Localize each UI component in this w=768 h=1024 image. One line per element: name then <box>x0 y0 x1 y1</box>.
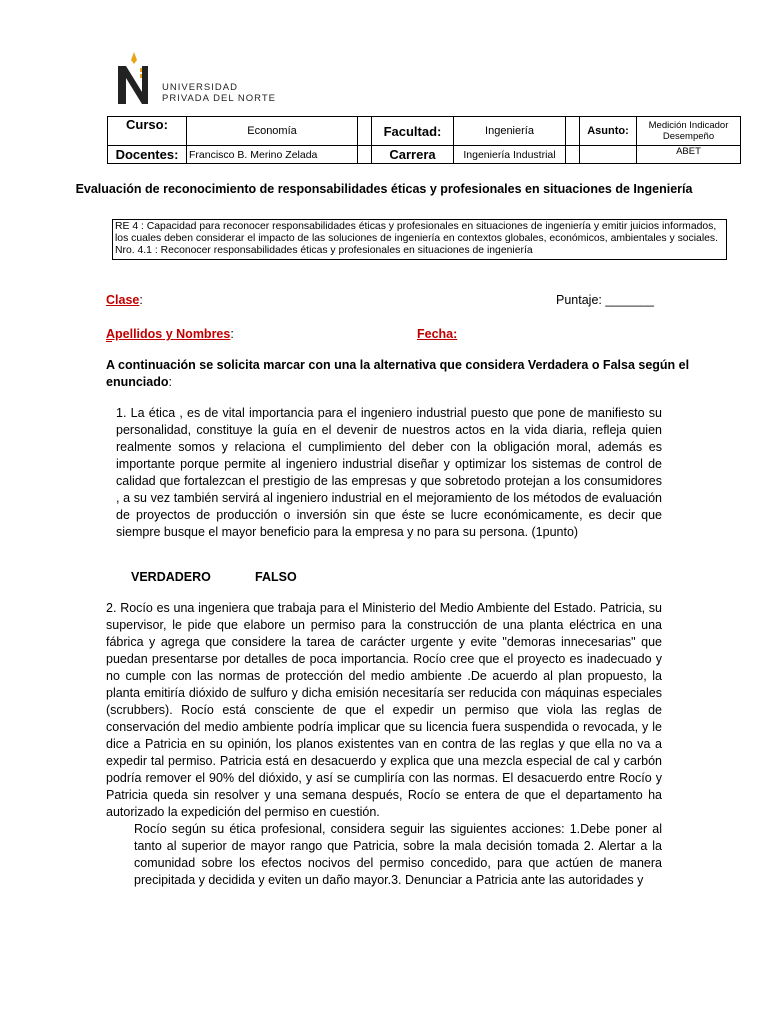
upn-logo-icon <box>116 52 156 106</box>
fecha-field[interactable]: Fecha: <box>417 327 458 341</box>
blank-cell <box>580 146 637 164</box>
question-paragraph <box>106 600 662 821</box>
header-table <box>107 116 741 164</box>
question-2 <box>106 600 662 889</box>
option-falso[interactable]: FALSO <box>255 570 297 584</box>
apellidos-field: Apellidos y Nombres: <box>106 327 234 341</box>
university-logo <box>116 52 276 106</box>
carrera-label: Carrera <box>372 146 454 164</box>
question-number: 1. <box>116 406 127 420</box>
competency-text: RE 4 : Capacidad para reconocer responsabilidades éticas y profesionales en situaciones de ingeniería y emitir juicios informados, los cuales deben considerar el impacto de las soluciones de ingeniería en contextos globales, económicos, ambientales y sociales. <box>115 221 719 245</box>
question-text: Rocío es una ingeniera que trabaja para el Ministerio del Medio Ambiente del Estado. Patricia, su supervisor, le pide que elabore un permiso para la construcción de una planta eléctrica en una fábrica y agrega que considere la tarea de carácter urgente y evite "demoras innecesarias" que puedan presentarse por detalles de poca importancia. Rocío cree que el proyecto es inadecuado y no cumple con las normas de protección del medio ambiente .De acuerdo al plan propuesto, la planta emitiría dióxido de sulfuro y dicha emisión necesitaría ser reducida con máquinas especiales (scrubbers). Rocío está consciente de que el expedir un permiso que viola las reglas de conservación del medio ambiente podría implicar que su licencia fuera suspendida o revocada, y le dice a Patricia en su opinión, los planos existentes van en contra de las reglas y que ella no va a expedir tal permiso. Patricia está en desacuerdo y explica que una mezcla especial de cal y carbón podría remover el 90% del dióxido, y así se cumpliría con las normas. El desacuerdo entre Rocío y Patricia queda sin resolver y una semana después, Rocío se entera de que el departamento ha autorizado la expedición del permiso en cuestión. <box>106 601 662 819</box>
apellidos-label: Apellidos y Nombres <box>106 327 231 341</box>
asunto-value: Medición Indicador Desempeño <box>637 117 741 146</box>
logo-line-1: UNIVERSIDAD <box>162 82 238 93</box>
option-verdadero[interactable]: VERDADERO <box>131 570 211 584</box>
clase-label: Clase <box>106 293 140 307</box>
facultad-value: Ingeniería <box>454 117 566 146</box>
asunto-label: Asunto: <box>580 117 637 146</box>
curso-value: Economía <box>187 117 358 146</box>
docentes-label: Docentes: <box>108 146 187 164</box>
logo-text <box>162 82 276 104</box>
docentes-value: Francisco B. Merino Zelada <box>187 146 358 164</box>
logo-line-2: PRIVADA DEL NORTE <box>162 93 276 104</box>
blank-cell <box>358 146 372 164</box>
underline-mark <box>106 341 112 342</box>
page-title: Evaluación de reconocimiento de responsabilidades éticas y profesionales en situaciones de Ingeniería <box>75 182 693 196</box>
blank-cell <box>358 117 372 146</box>
abet-label: ABET <box>637 146 741 164</box>
curso-label: Curso: <box>108 117 187 146</box>
competency-box <box>112 219 727 260</box>
question-text: La ética , es de vital importancia para el ingeniero industrial puesto que pone de manifiesto su personalidad, constituye la guía en el devenir de nuestros actos en la vida diaria, refleja quien realmente somos y relaciona el cumplimiento del deber con la obligación moral, además es importante porque permite al ingeniero industrial diseñar y optimizar los sistemas de control de calidad que fortalezcan el prestigio de las empresas y que sobretodo protejan a los consumidores , a su vez también servirá al ingeniero industrial en el mejoramiento de los métodos de evaluación de proyectos de producción o inversión sin que éste se lucre económicamente, es decir que siempre busque el mayor beneficio para la empresa y no para su persona. (1punto) <box>116 406 662 539</box>
puntaje-field[interactable]: Puntaje: _______ <box>556 293 655 307</box>
instructions-text: A continuación se solicita marcar con una la alternativa que considera Verdadera o Falsa según el enunciado <box>106 358 690 389</box>
clase-field: Clase: <box>106 293 143 307</box>
instructions: A continuación se solicita marcar con una la alternativa que considera Verdadera o Falsa según el enunciado: <box>106 358 690 389</box>
carrera-value: Ingeniería Industrial <box>454 146 566 164</box>
question-number: 2. <box>106 601 117 615</box>
indicator-text: Nro. 4.1 : Reconocer responsabilidades éticas y profesionales en situaciones de ingeniería <box>115 245 533 257</box>
blank-cell <box>566 117 580 146</box>
question-paragraph-2: Rocío según su ética profesional, considera seguir las siguientes acciones: 1.Debe poner al tanto al superior de mayor rango que Patricia, sobre la mala decisión tomada 2. Alertar a la comunidad sobre los efectos nocivos del permiso concedido, para que actúen de manera precipitada y decidida y eviten un daño mayor.3. Denunciar a Patricia ante las autoridades y <box>134 822 662 887</box>
blank-cell <box>566 146 580 164</box>
facultad-label: Facultad: <box>372 117 454 146</box>
question-1 <box>116 405 662 541</box>
